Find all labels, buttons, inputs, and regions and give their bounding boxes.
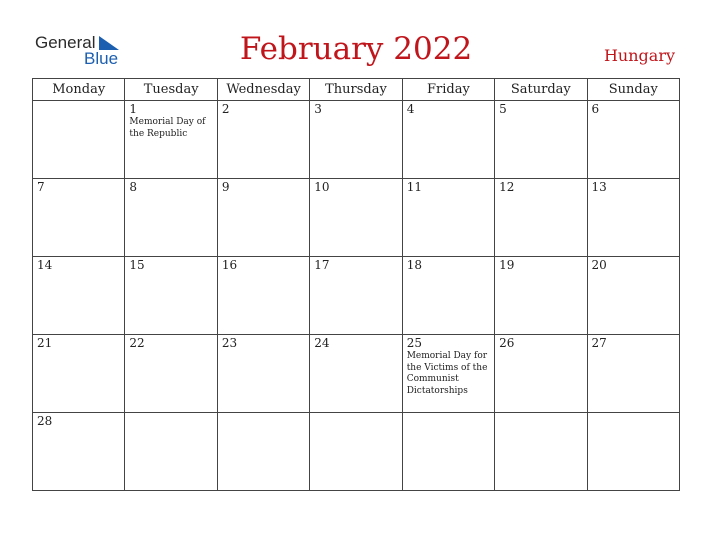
week-row (33, 257, 680, 335)
calendar-title: February 2022 (239, 31, 473, 67)
weekday-header: Wednesday (217, 79, 309, 101)
day-number: 20 (591, 258, 607, 272)
day-number: 5 (499, 102, 507, 116)
day-number: 4 (406, 102, 415, 116)
day-cell (587, 179, 679, 257)
day-number (125, 413, 216, 414)
day-cell (495, 413, 587, 491)
day-cell (587, 257, 679, 335)
week-row (33, 335, 680, 413)
day-number (310, 413, 401, 414)
day-number: 22 (129, 336, 145, 350)
day-number: 18 (406, 258, 422, 272)
day-number (218, 413, 309, 414)
day-cell (217, 101, 309, 179)
weekday-header-row (33, 79, 680, 101)
day-cell (33, 101, 125, 179)
day-number: 14 (37, 258, 53, 272)
day-number: 26 (499, 336, 515, 350)
day-cell (310, 179, 402, 257)
day-cell (33, 413, 125, 491)
day-cell (495, 335, 587, 413)
day-cell (310, 413, 402, 491)
day-cell (402, 413, 494, 491)
day-number (495, 413, 586, 414)
day-number: 15 (129, 258, 145, 272)
day-cell (217, 413, 309, 491)
week-row (33, 179, 680, 257)
day-cell (310, 335, 402, 413)
weekday-header: Tuesday (125, 79, 217, 101)
day-number: 21 (37, 336, 53, 350)
weekday-header: Thursday (310, 79, 402, 101)
day-number: 10 (314, 180, 330, 194)
day-cell (402, 179, 494, 257)
day-cell (402, 335, 494, 413)
day-number: 25 (406, 336, 422, 350)
holiday-label: Memorial Day of the Republic (129, 117, 206, 139)
week-row (33, 413, 680, 491)
day-number: 24 (314, 336, 330, 350)
day-cell (587, 335, 679, 413)
weekday-header: Sunday (587, 79, 679, 101)
country-label: Hungary (603, 46, 675, 65)
day-cell (310, 257, 402, 335)
day-number: 19 (499, 258, 515, 272)
day-cell (125, 335, 217, 413)
calendar-body (33, 101, 680, 491)
day-number (403, 413, 494, 414)
day-cell (125, 179, 217, 257)
day-number (588, 413, 679, 414)
day-cell (125, 257, 217, 335)
day-cell (495, 257, 587, 335)
day-cell (125, 101, 217, 179)
day-cell (310, 101, 402, 179)
day-number: 8 (129, 180, 138, 194)
calendar-grid (32, 78, 680, 491)
day-cell (402, 101, 494, 179)
logo-blue-text: Blue (84, 49, 119, 68)
day-number: 3 (314, 102, 322, 116)
day-number: 11 (406, 180, 422, 194)
day-number: 12 (499, 180, 515, 194)
day-cell (402, 257, 494, 335)
day-number: 17 (314, 258, 330, 272)
day-cell (217, 335, 309, 413)
day-cell (495, 179, 587, 257)
day-cell (33, 179, 125, 257)
day-number: 23 (221, 336, 238, 350)
day-cell (33, 257, 125, 335)
weekday-header: Monday (33, 79, 125, 101)
day-number: 1 (129, 102, 138, 116)
logo-general-text: General (35, 33, 96, 52)
day-number: 27 (591, 336, 607, 350)
day-number (33, 101, 124, 102)
weekday-header: Saturday (495, 79, 587, 101)
day-number: 7 (37, 180, 45, 194)
week-row (33, 101, 680, 179)
day-number: 16 (221, 258, 238, 272)
day-number: 6 (591, 102, 600, 116)
weekday-header: Friday (402, 79, 494, 101)
day-cell (217, 179, 309, 257)
day-cell (125, 413, 217, 491)
day-number: 13 (591, 180, 607, 194)
day-cell (587, 101, 679, 179)
day-number: 9 (221, 180, 230, 194)
day-cell (587, 413, 679, 491)
holiday-label: Memorial Day for the Victims of the Communist Dictatorships (406, 351, 488, 396)
day-cell (217, 257, 309, 335)
day-number: 2 (221, 102, 230, 116)
day-cell (495, 101, 587, 179)
day-cell (33, 335, 125, 413)
day-number: 28 (37, 414, 53, 428)
